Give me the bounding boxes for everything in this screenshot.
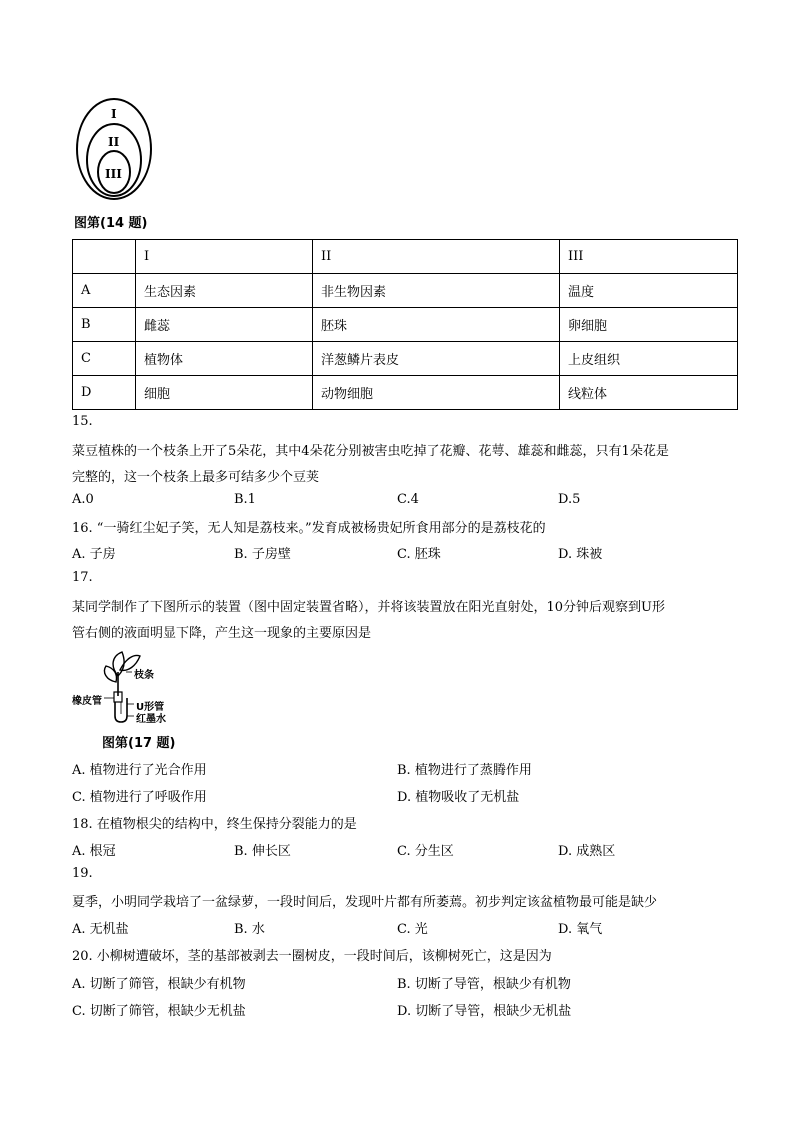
table-row bbox=[73, 274, 738, 308]
question-20-stem: 20. 小柳树遭破坏，茎的基部被剥去一圈树皮，一段时间后，该柳树死亡，这是因为 bbox=[72, 949, 552, 964]
question-17-number: 17. bbox=[72, 570, 93, 585]
oval-label-ii: II bbox=[108, 135, 120, 149]
table-cell: 非生物因素 bbox=[313, 274, 560, 308]
option-b: B.1 bbox=[234, 492, 256, 507]
option-a: A. 植物进行了光合作用 bbox=[72, 763, 207, 778]
figure-caption-14: 图第(14 题) bbox=[74, 216, 148, 231]
question-17-stem-line2: 管右侧的液面明显下降，产生这一现象的主要原因是 bbox=[72, 626, 372, 641]
nested-ovals-diagram bbox=[74, 96, 158, 204]
table-cell: 动物细胞 bbox=[313, 376, 560, 410]
option-d: D.5 bbox=[558, 492, 581, 507]
question-16-stem: 16. “一骑红尘妃子笑，无人知是荔枝来。”发育成被杨贵妃所食用部分的是荔枝花的 bbox=[72, 521, 546, 536]
option-a: A. 根冠 bbox=[72, 844, 116, 859]
table-row bbox=[73, 308, 738, 342]
table-header-row bbox=[73, 240, 738, 274]
option-a: A. 子房 bbox=[72, 547, 116, 562]
label-red-ink: 红墨水 bbox=[136, 714, 166, 725]
option-d: D. 珠被 bbox=[558, 547, 603, 562]
option-b: B. 切断了导管，根缺少有机物 bbox=[397, 977, 571, 992]
option-c: C. 切断了筛管，根缺少无机盐 bbox=[72, 1004, 246, 1019]
oval-label-iii: III bbox=[105, 167, 122, 181]
table-row bbox=[73, 376, 738, 410]
question-17-stem-line1: 某同学制作了下图所示的装置（图中固定装置省略），并将该装置放在阳光直射处，10分钟后观察到U形 bbox=[72, 600, 665, 615]
option-d: D. 成熟区 bbox=[558, 844, 616, 859]
label-branch: 枝条 bbox=[134, 670, 154, 681]
label-rubber-tube: 橡皮管 bbox=[72, 696, 102, 707]
table-header-cell: II bbox=[313, 240, 560, 274]
table-cell: C bbox=[73, 342, 136, 376]
figure-caption-17: 图第(17 题) bbox=[102, 736, 176, 751]
option-d: D. 氧气 bbox=[558, 922, 603, 937]
table-cell: 线粒体 bbox=[560, 376, 738, 410]
table-cell: 细胞 bbox=[136, 376, 313, 410]
table-cell: D bbox=[73, 376, 136, 410]
plant-u-tube-diagram bbox=[72, 646, 192, 726]
table-cell: 温度 bbox=[560, 274, 738, 308]
oval-label-i: I bbox=[111, 107, 117, 121]
question-15-number: 15. bbox=[72, 414, 93, 429]
table-cell: 雌蕊 bbox=[136, 308, 313, 342]
option-c: C. 胚珠 bbox=[397, 547, 441, 562]
table-cell: 洋葱鳞片表皮 bbox=[313, 342, 560, 376]
table-cell: 生态因素 bbox=[136, 274, 313, 308]
option-a: A.0 bbox=[72, 492, 94, 507]
table-cell: 卵细胞 bbox=[560, 308, 738, 342]
table-cell: A bbox=[73, 274, 136, 308]
label-u-tube: U形管 bbox=[136, 702, 165, 713]
question-15-stem-line2: 完整的，这一个枝条上最多可结多少个豆荚 bbox=[72, 470, 320, 485]
table-cell: B bbox=[73, 308, 136, 342]
option-c: C. 光 bbox=[397, 922, 428, 937]
question-15-stem-line1: 菜豆植株的一个枝条上开了5朵花，其中4朵花分别被害虫吃掉了花瓣、花萼、雄蕊和雌蕊，只有1朵花是 bbox=[72, 444, 669, 459]
table-header-cell: I bbox=[136, 240, 313, 274]
table-cell: 上皮组织 bbox=[560, 342, 738, 376]
question-19-number: 19. bbox=[72, 866, 93, 881]
table-cell: 植物体 bbox=[136, 342, 313, 376]
option-b: B. 水 bbox=[234, 922, 265, 937]
table-cell: 胚珠 bbox=[313, 308, 560, 342]
question-14-table bbox=[72, 239, 738, 410]
table-cell bbox=[73, 240, 136, 274]
question-19-stem: 夏季，小明同学栽培了一盆绿萝，一段时间后，发现叶片都有所萎蔫。初步判定该盆植物最可能是缺少 bbox=[72, 895, 658, 910]
question-18-stem: 18. 在植物根尖的结构中，终生保持分裂能力的是 bbox=[72, 817, 357, 832]
option-a: A. 无机盐 bbox=[72, 922, 129, 937]
table-header-cell: III bbox=[560, 240, 738, 274]
option-b: B. 子房壁 bbox=[234, 547, 291, 562]
option-c: C.4 bbox=[397, 492, 419, 507]
option-c: C. 植物进行了呼吸作用 bbox=[72, 790, 207, 805]
option-b: B. 伸长区 bbox=[234, 844, 291, 859]
option-d: D. 切断了导管，根缺少无机盐 bbox=[397, 1004, 572, 1019]
option-b: B. 植物进行了蒸腾作用 bbox=[397, 763, 532, 778]
table-row bbox=[73, 342, 738, 376]
option-c: C. 分生区 bbox=[397, 844, 454, 859]
option-d: D. 植物吸收了无机盐 bbox=[397, 790, 520, 805]
option-a: A. 切断了筛管，根缺少有机物 bbox=[72, 977, 246, 992]
